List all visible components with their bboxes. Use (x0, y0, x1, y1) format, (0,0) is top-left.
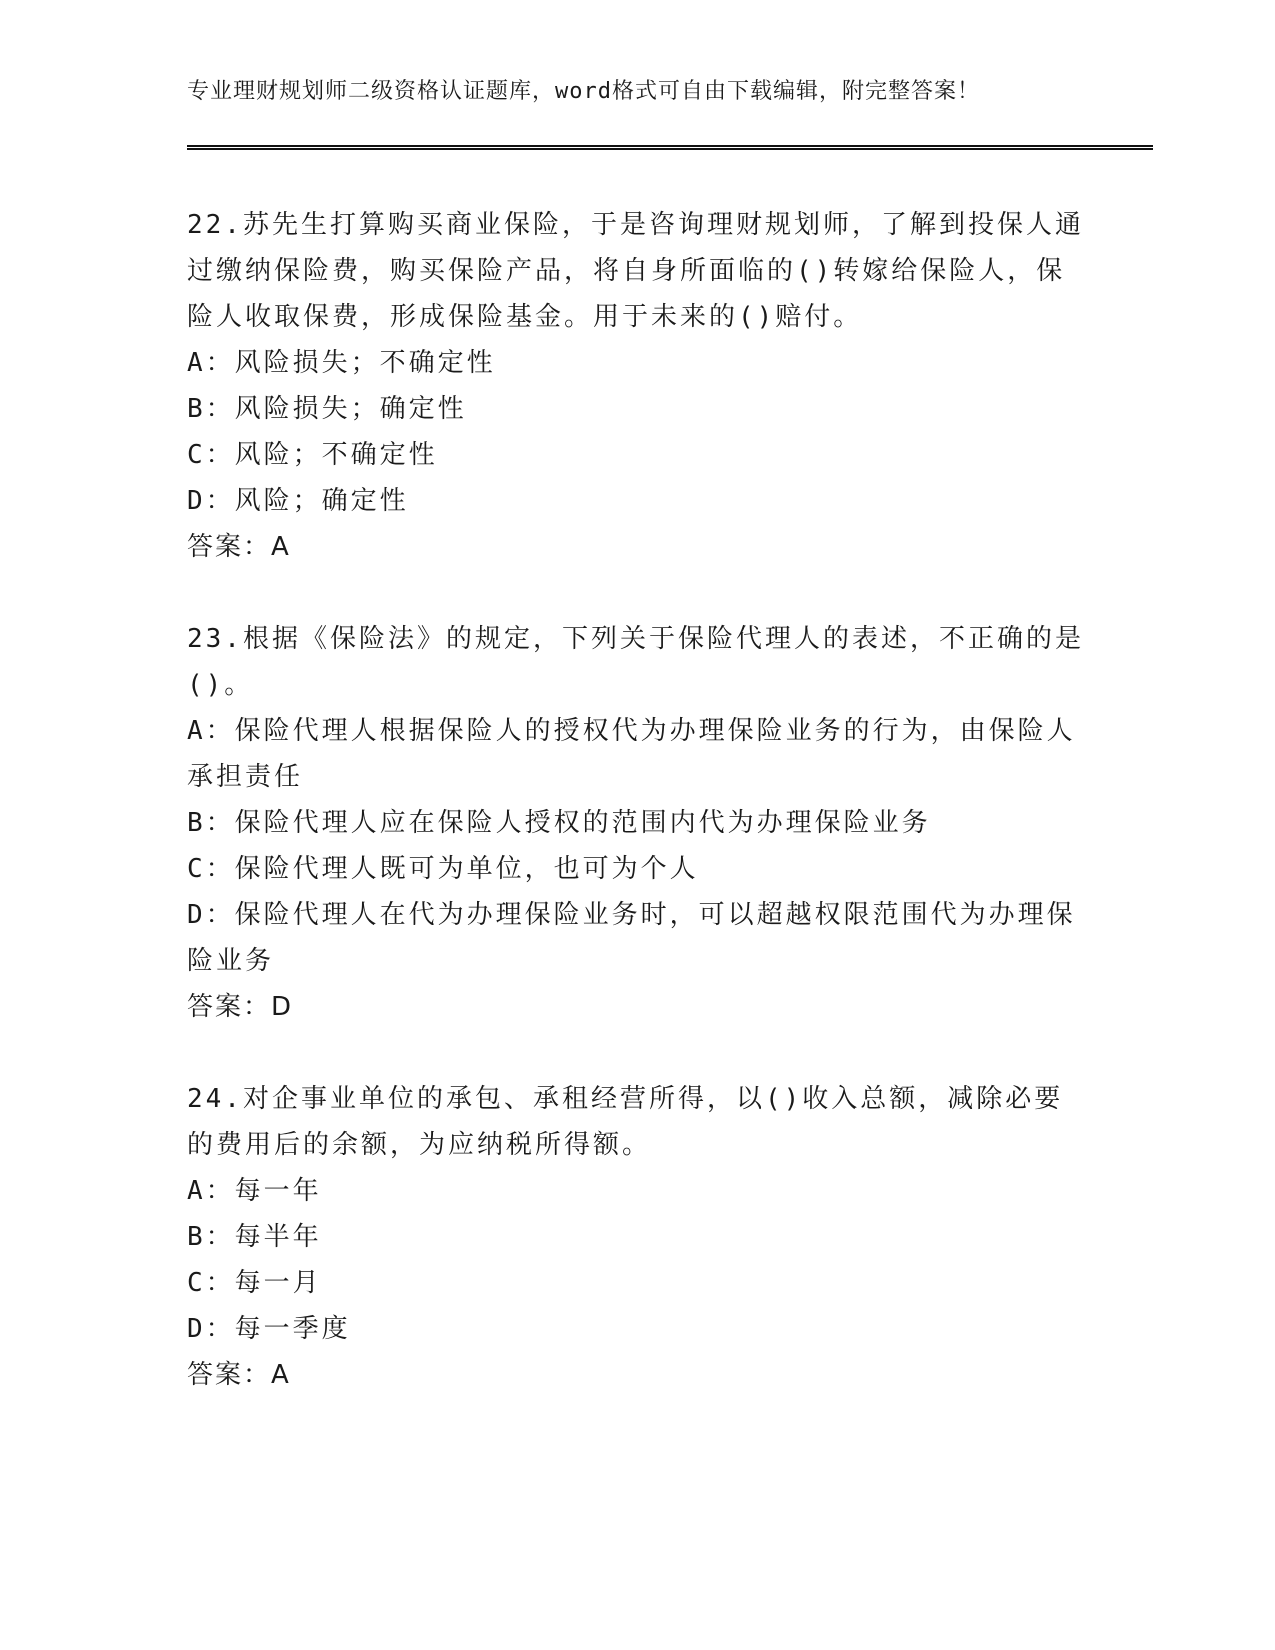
option-a: A：保险代理人根据保险人的授权代为办理保险业务的行为，由保险人承担责任 (187, 716, 1076, 792)
option-b: B：风险损失；确定性 (187, 394, 467, 424)
question-stem: 23.根据《保险法》的规定，下列关于保险代理人的表述，不正确的是()。 (187, 624, 1084, 700)
option-d: D：风险；确定性 (187, 486, 409, 516)
answer-key: 答案：A (187, 532, 291, 562)
option-d: D：每一季度 (187, 1314, 351, 1344)
question-list (187, 202, 1087, 1444)
question-stem: 24.对企事业单位的承包、承租经营所得，以()收入总额，减除必要的费用后的余额，为应纳税所得额。 (187, 1084, 1064, 1160)
option-d: D：保险代理人在代为办理保险业务时，可以超越权限范围代为办理保险业务 (187, 900, 1076, 976)
page-header-text: 专业理财规划师二级资格认证题库，word格式可自由下载编辑，附完整答案！ (187, 79, 980, 104)
question-22 (187, 202, 1087, 570)
question-stem: 22.苏先生打算购买商业保险，于是咨询理财规划师，了解到投保人通过缴纳保险费，购买保险产品，将自身所面临的()转嫁给保险人，保险人收取保费，形成保险基金。用于未来的()赔付。 (187, 210, 1084, 332)
answer-key: 答案：D (187, 992, 294, 1022)
option-c: C：每一月 (187, 1268, 322, 1298)
option-c: C：风险；不确定性 (187, 440, 438, 470)
option-b: B：保险代理人应在保险人授权的范围内代为办理保险业务 (187, 808, 931, 838)
option-c: C：保险代理人既可为单位，也可为个人 (187, 854, 699, 884)
option-a: A：风险损失；不确定性 (187, 348, 496, 378)
header-divider (187, 145, 1153, 150)
answer-key: 答案：A (187, 1360, 291, 1390)
option-a: A：每一年 (187, 1176, 322, 1206)
option-b: B：每半年 (187, 1222, 322, 1252)
question-24 (187, 1076, 1087, 1398)
question-23 (187, 616, 1087, 1030)
